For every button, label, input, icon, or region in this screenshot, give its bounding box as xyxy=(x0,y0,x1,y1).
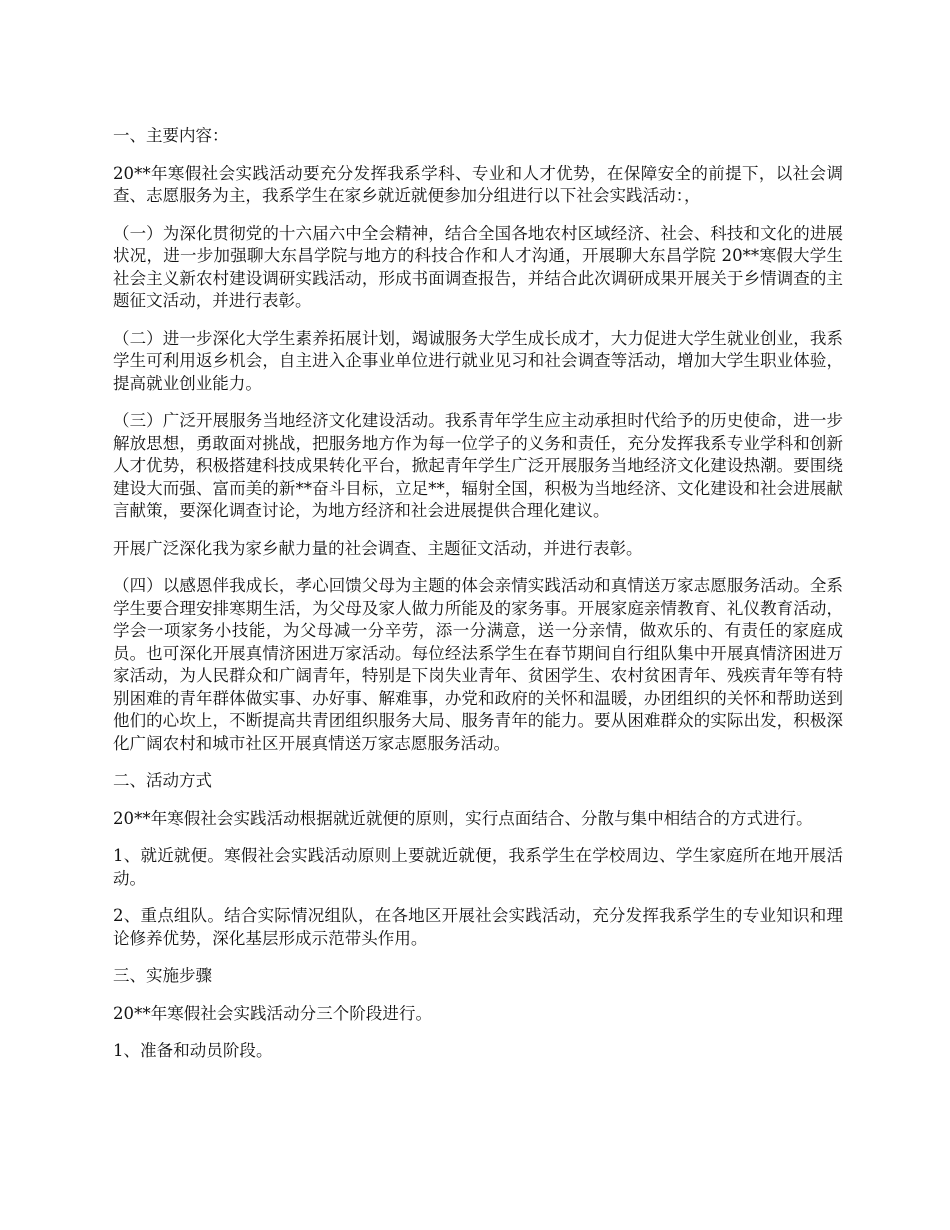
paragraph-item-1: （一）为深化贯彻党的十六届六中全会精神，结合全国各地农村区域经济、社会、科技和文化的进展状况，进一步加强聊大东昌学院与地方的科技合作和人才沟通，开展聊大东昌学院 20**寒假大学生社会主义新农村建设调研实践活动，形成书面调查报告，并结合此次调研成果开展关于乡情调查的主题征文活动，并进行表彰。 xyxy=(113,223,843,310)
paragraph-step-1: 1、准备和动员阶段。 xyxy=(113,1041,273,1060)
section-heading-activity-method: 二、活动方式 xyxy=(113,771,212,790)
section-heading-implementation-steps: 三、实施步骤 xyxy=(113,966,212,985)
paragraph-item-2: （二）进一步深化大学生素养拓展计划，竭诚服务大学生成长成才，大力促进大学生就业创业，我系学生可利用返乡机会，自主进入企事业单位进行就业见习和社会调查等活动，增加大学生职业体验，提高就业创业能力。 xyxy=(113,328,843,393)
paragraph-item-4: （四）以感恩伴我成长，孝心回馈父母为主题的体会亲情实践活动和真情送万家志愿服务活动。全系学生要合理安排寒期生活，为父母及家人做力所能及的家务事。开展家庭亲情教育、礼仪教育活动，学会一项家务小技能，为父母减一分辛劳，添一分满意，送一分亲情，做欢乐的、有责任的家庭成员。也可深化开展真情济困进万家活动。每位经法系学生在春节期间自行组队集中开展真情济困进万家活动，为人民群众和广阔青年，特别是下岗失业青年、贫困学生、农村贫困青年、残疾青年等有特别困难的青年群体做实事、办好事、解难事，办党和政府的关怀和温暖，办团组织的关怀和帮助送到他们的心坎上，不断提高共青团组织服务大局、服务青年的能力。要从困难群众的实际出发，积极深化广阔农村和城市社区开展真情送万家志愿服务活动。 xyxy=(113,576,843,753)
paragraph-item-3-note: 开展广泛深化我为家乡献力量的社会调查、主题征文活动，并进行表彰。 xyxy=(113,538,643,558)
paragraph-intro: 20**年寒假社会实践活动要充分发挥我系学科、专业和人才优势，在保障安全的前提下，以社会调查、志愿服务为主，我系学生在家乡就近就便参加分组进行以下社会实践活动：， xyxy=(113,163,843,205)
paragraph-item-3: （三）广泛开展服务当地经济文化建设活动。我系青年学生应主动承担时代给予的历史使命，进一步解放思想，勇敢面对挑战，把服务地方作为每一位学子的义务和责任，充分发挥我系专业学科和创新人才优势，积极搭建科技成果转化平台，掀起青年学生广泛开展服务当地经济文化建设热潮。要围绕建设大而强、富而美的新**奋斗目标，立足**，辐射全国，积极为当地经济、文化建设和社会进展献言献策，要深化调查讨论，为地方经济和社会进展提供合理化建议。 xyxy=(113,411,843,520)
document-body xyxy=(113,125,843,1078)
paragraph-method-intro: 20**年寒假社会实践活动根据就近就便的原则，实行点面结合、分散与集中相结合的方式进行。 xyxy=(113,808,813,828)
paragraph-method-2: 2、重点组队。结合实际情况组队，在各地区开展社会实践活动，充分发挥我系学生的专业知识和理论修养优势，深化基层形成示范带头作用。 xyxy=(113,906,843,948)
paragraph-method-1: 1、就近就便。寒假社会实践活动原则上要就近就便，我系学生在学校周边、学生家庭所在地开展活动。 xyxy=(113,846,843,888)
paragraph-steps-intro: 20**年寒假社会实践活动分三个阶段进行。 xyxy=(113,1003,433,1023)
section-heading-main-content: 一、主要内容： xyxy=(113,126,229,145)
